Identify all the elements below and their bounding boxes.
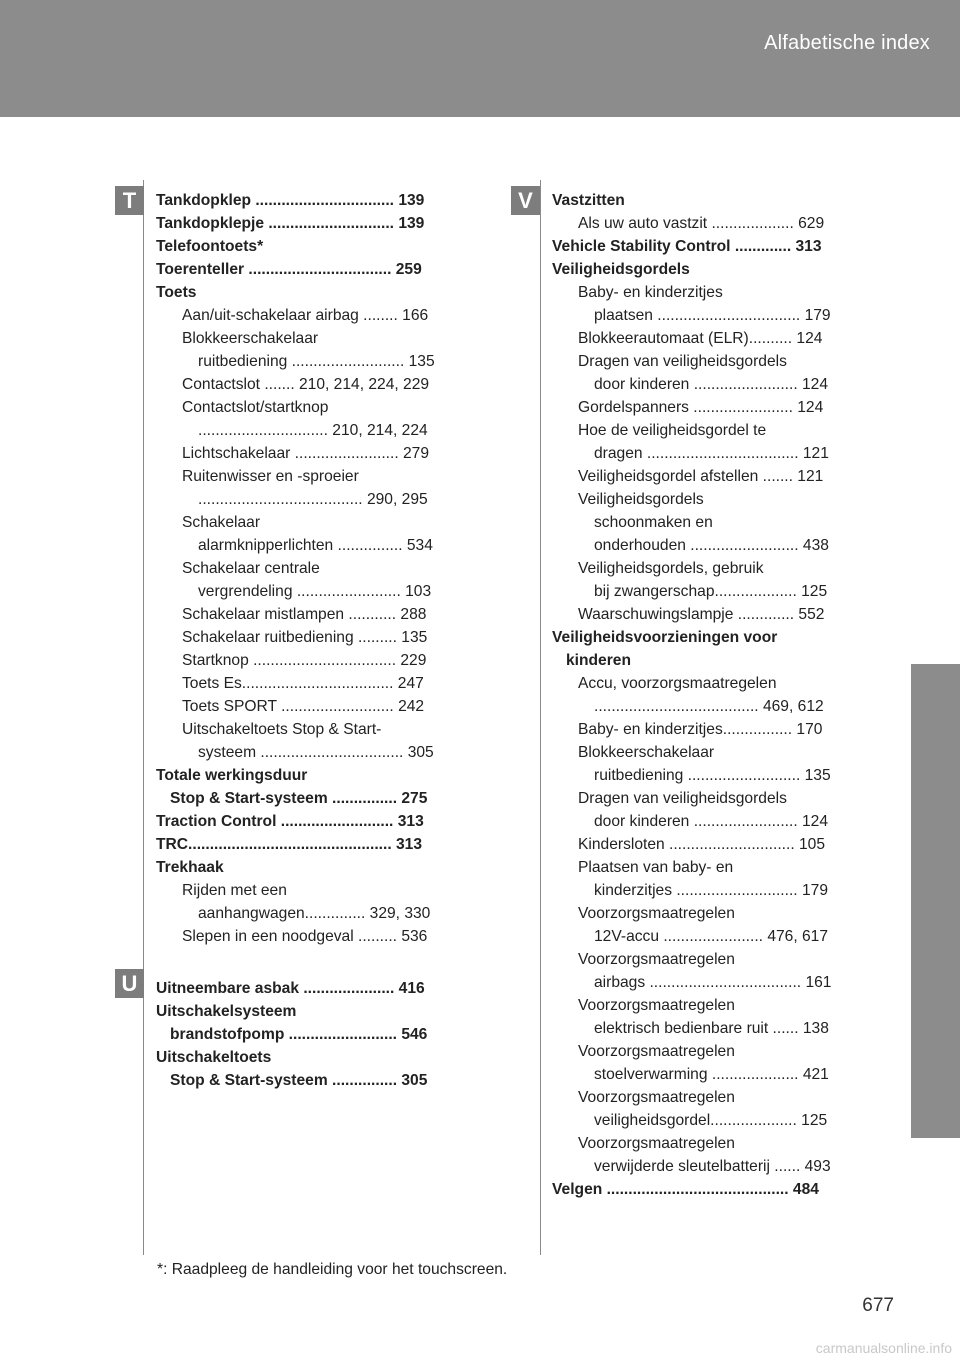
index-heading: Toets — [156, 284, 197, 301]
index-subentry: Blokkeerschakelaar — [578, 744, 715, 761]
index-subentry: ...................................... 469, 612 — [594, 698, 824, 715]
right-column-rule — [540, 180, 541, 1255]
index-heading: Vastzitten — [552, 192, 625, 209]
index-heading: TRC............................................... 313 — [156, 836, 423, 853]
index-heading: Tankdopklep ................................ 139 — [156, 192, 425, 209]
index-heading: kinderen — [566, 652, 631, 669]
index-heading: Tankdopklepje ............................. 139 — [156, 215, 425, 232]
index-subentry: kinderzitjes ............................ 179 — [594, 882, 828, 899]
index-subentry: Voorzorgsmaatregelen — [578, 1135, 735, 1152]
index-subentry: Schakelaar mistlampen ........... 288 — [182, 606, 427, 623]
index-subentry: door kinderen ........................ 124 — [594, 376, 829, 393]
index-heading: Velgen .......................................... 484 — [552, 1181, 819, 1198]
index-subentry: vergrendeling ........................ 103 — [198, 583, 432, 600]
index-subentry: Ruitenwisser en -sproeier — [182, 468, 359, 485]
index-subentry: Aan/uit-schakelaar airbag ........ 166 — [182, 307, 429, 324]
index-subentry: Gordelspanners ....................... 124 — [578, 399, 824, 416]
index-subentry: alarmknipperlichten ............... 534 — [198, 537, 433, 554]
index-subentry: Blokkeerautomaat (ELR).......... 124 — [578, 330, 823, 347]
index-subentry: Accu, voorzorgsmaatregelen — [578, 675, 777, 692]
letter-badge-u: U — [115, 969, 144, 998]
index-heading: Toerenteller ................................. 259 — [156, 261, 422, 278]
index-subentry: Dragen van veiligheidsgordels — [578, 353, 787, 370]
index-subentry: Voorzorgsmaatregelen — [578, 997, 735, 1014]
index-heading: Totale werkingsduur — [156, 767, 308, 784]
index-subentry: Hoe de veiligheidsgordel te — [578, 422, 767, 439]
index-heading: Stop & Start-systeem ............... 305 — [170, 1072, 428, 1089]
letter-badge-t: T — [115, 186, 144, 215]
index-heading: Uitneembare asbak ..................... 416 — [156, 980, 425, 997]
index-heading: Trekhaak — [156, 859, 224, 876]
page-number: 677 — [862, 1295, 894, 1316]
index-subentry: Als uw auto vastzit ................... 629 — [578, 215, 825, 232]
section-side-tab — [911, 664, 960, 1138]
index-subentry: Veiligheidsgordel afstellen ....... 121 — [578, 468, 824, 485]
index-subentry: ruitbediening .......................... 135 — [594, 767, 831, 784]
index-heading: Vehicle Stability Control ............. 313 — [552, 238, 822, 255]
index-heading: Uitschakeltoets — [156, 1049, 272, 1066]
index-heading: Uitschakelsysteem — [156, 1003, 297, 1020]
index-subentry: Waarschuwingslampje ............. 552 — [578, 606, 825, 623]
index-subentry: Startknop ................................. 229 — [182, 652, 427, 669]
index-subentry: Dragen van veiligheidsgordels — [578, 790, 787, 807]
index-heading: brandstofpomp ......................... 546 — [170, 1026, 428, 1043]
index-subentry: plaatsen ................................. 179 — [594, 307, 831, 324]
index-subentry: systeem ................................. 305 — [198, 744, 434, 761]
index-subentry: Toets SPORT .......................... 242 — [182, 698, 425, 715]
index-heading: Veiligheidsvoorzieningen voor — [552, 629, 778, 646]
index-subentry: Rijden met een — [182, 882, 287, 899]
index-subentry: door kinderen ........................ 124 — [594, 813, 829, 830]
index-subentry: schoonmaken en — [594, 514, 713, 531]
header-title: Alfabetische index — [764, 32, 930, 54]
index-subentry: bij zwangerschap................... 125 — [594, 583, 828, 600]
index-subentry: 12V-accu ....................... 476, 617 — [594, 928, 829, 945]
index-subentry: Voorzorgsmaatregelen — [578, 1089, 735, 1106]
index-subentry: aanhangwagen.............. 329, 330 — [198, 905, 431, 922]
index-subentry: Veiligheidsgordels — [578, 491, 704, 508]
index-heading: Traction Control .......................... 313 — [156, 813, 424, 830]
index-heading: Veiligheidsgordels — [552, 261, 690, 278]
index-subentry: Schakelaar ruitbediening ......... 135 — [182, 629, 428, 646]
index-subentry: Kindersloten ............................. 105 — [578, 836, 826, 853]
index-subentry: .............................. 210, 214, 224 — [198, 422, 428, 439]
index-subentry: Contactslot ....... 210, 214, 224, 229 — [182, 376, 430, 393]
watermark: carmanualsonline.info — [815, 1340, 952, 1356]
index-subentry: ruitbediening .......................... 135 — [198, 353, 435, 370]
index-subentry: Veiligheidsgordels, gebruik — [578, 560, 764, 577]
index-subentry: dragen ................................... 121 — [594, 445, 829, 462]
index-subentry: veiligheidsgordel.................... 125 — [594, 1112, 828, 1129]
index-subentry: Lichtschakelaar ........................ 279 — [182, 445, 430, 462]
index-subentry: Blokkeerschakelaar — [182, 330, 319, 347]
index-subentry: airbags ................................... 161 — [594, 974, 832, 991]
index-subentry: Baby- en kinderzitjes — [578, 284, 723, 301]
index-subentry: Baby- en kinderzitjes................ 170 — [578, 721, 823, 738]
index-subentry: Slepen in een noodgeval ......... 536 — [182, 928, 428, 945]
index-subentry: verwijderde sleutelbatterij ...... 493 — [594, 1158, 831, 1175]
index-subentry: ...................................... 290, 295 — [198, 491, 428, 508]
page-header — [0, 0, 960, 117]
index-subentry: Voorzorgsmaatregelen — [578, 905, 735, 922]
letter-badge-v: V — [511, 186, 540, 215]
index-subentry: Plaatsen van baby- en — [578, 859, 734, 876]
index-subentry: Uitschakeltoets Stop & Start- — [182, 721, 382, 738]
index-subentry: elektrisch bedienbare ruit ...... 138 — [594, 1020, 829, 1037]
index-subentry: Voorzorgsmaatregelen — [578, 951, 735, 968]
index-subentry: Toets Es................................... 247 — [182, 675, 424, 692]
index-subentry: Schakelaar — [182, 514, 261, 531]
footnote: *: Raadpleeg de handleiding voor het touchscreen. — [157, 1261, 508, 1278]
index-heading: Telefoontoets* — [156, 238, 264, 255]
index-subentry: Schakelaar centrale — [182, 560, 320, 577]
index-subentry: Contactslot/startknop — [182, 399, 329, 416]
left-column-rule — [143, 180, 144, 1255]
index-subentry: Voorzorgsmaatregelen — [578, 1043, 735, 1060]
index-subentry: stoelverwarming .................... 421 — [594, 1066, 829, 1083]
index-subentry: onderhouden ......................... 438 — [594, 537, 829, 554]
index-heading: Stop & Start-systeem ............... 275 — [170, 790, 428, 807]
